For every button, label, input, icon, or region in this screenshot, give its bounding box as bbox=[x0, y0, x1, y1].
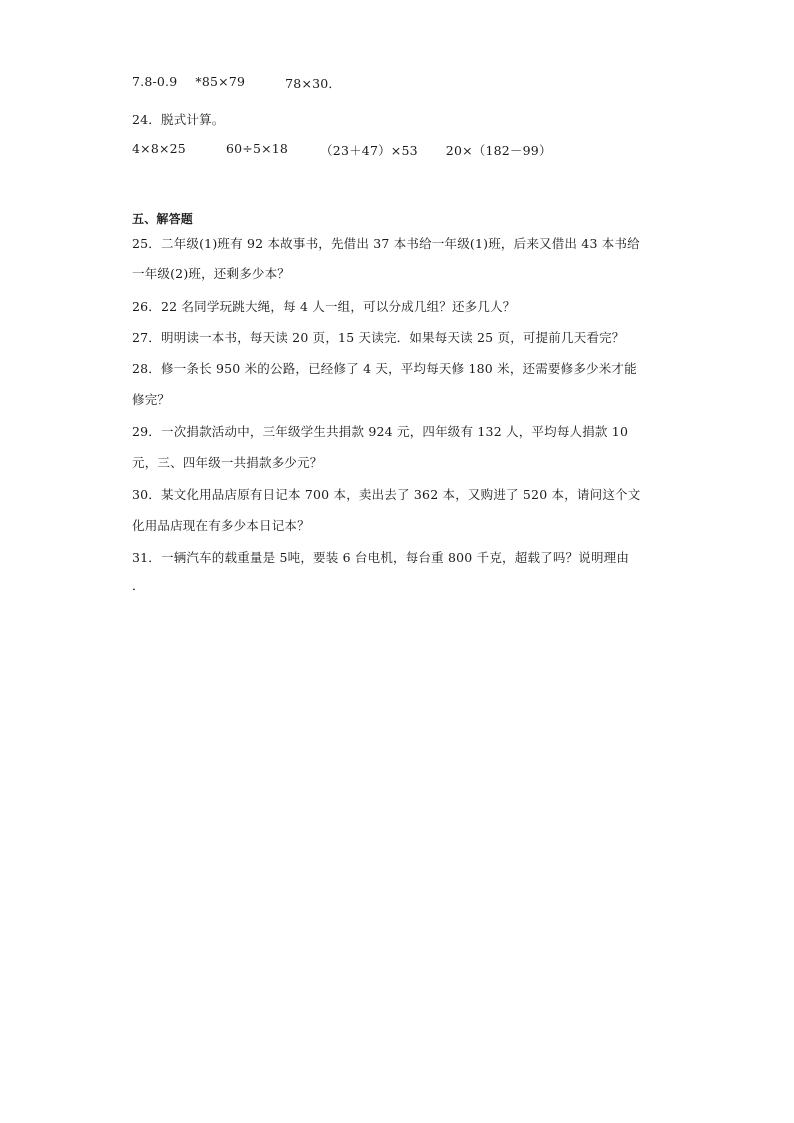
q23-expr-1: 7.8-0.9 bbox=[132, 74, 178, 89]
q25-line2: 一年级(2)班，还剩多少本？ bbox=[132, 266, 291, 281]
q24-title: 24．脱式计算。 bbox=[132, 112, 225, 127]
q29-line1: 29．一次捐款活动中，三年级学生共捐款 924 元，四年级有 132 人，平均每人捐款 10 bbox=[132, 424, 629, 439]
q27-line1: 27．明明读一本书，每天读 20 页，15 天读完．如果每天读 25 页，可提前几天看完？ bbox=[132, 330, 625, 345]
q31-line1: 31．一辆汽车的载重量是 5吨，要装 6 台电机，每台重 800 千克，超载了吗？说明理由 bbox=[132, 550, 630, 565]
section-5-heading: 五、解答题 bbox=[132, 212, 194, 226]
q24-expr-2: 60÷5×18 bbox=[225, 141, 289, 156]
q29-line2: 元，三、四年级一共捐款多少元？ bbox=[132, 455, 323, 470]
q30-line1: 30．某文化用品店原有日记本 700 本，卖出去了 362 本，又购进了 520 本，请问这个文 bbox=[132, 487, 641, 502]
q23-expr-3: 78×30． bbox=[285, 76, 342, 91]
q24-expr-3: （23＋47）×53 bbox=[320, 143, 418, 158]
q31-line2: ． bbox=[132, 578, 145, 593]
q26-line1: 26．22 名同学玩跳大绳，每 4 人一组，可以分成几组？还多几人？ bbox=[132, 299, 516, 314]
q24-expressions bbox=[132, 141, 552, 159]
q24-expr-1: 4×8×25 bbox=[132, 141, 186, 156]
q28-line1: 28．修一条长 950 米的公路，已经修了 4 天，平均每天修 180 米，还需要修多少米才能 bbox=[132, 361, 637, 376]
q25-line1: 25．二年级(1)班有 92 本故事书，先借出 37 本书给一年级(1)班，后来又借出 43 本书给 bbox=[132, 236, 640, 251]
q23-expr-2: *85×79 bbox=[195, 74, 246, 89]
q28-line2: 修完？ bbox=[132, 392, 171, 407]
q24-expr-4: 20×（182－99） bbox=[445, 143, 552, 158]
q30-line2: 化用品店现在有多少本日记本？ bbox=[132, 518, 310, 533]
q23-continuation bbox=[132, 74, 341, 92]
